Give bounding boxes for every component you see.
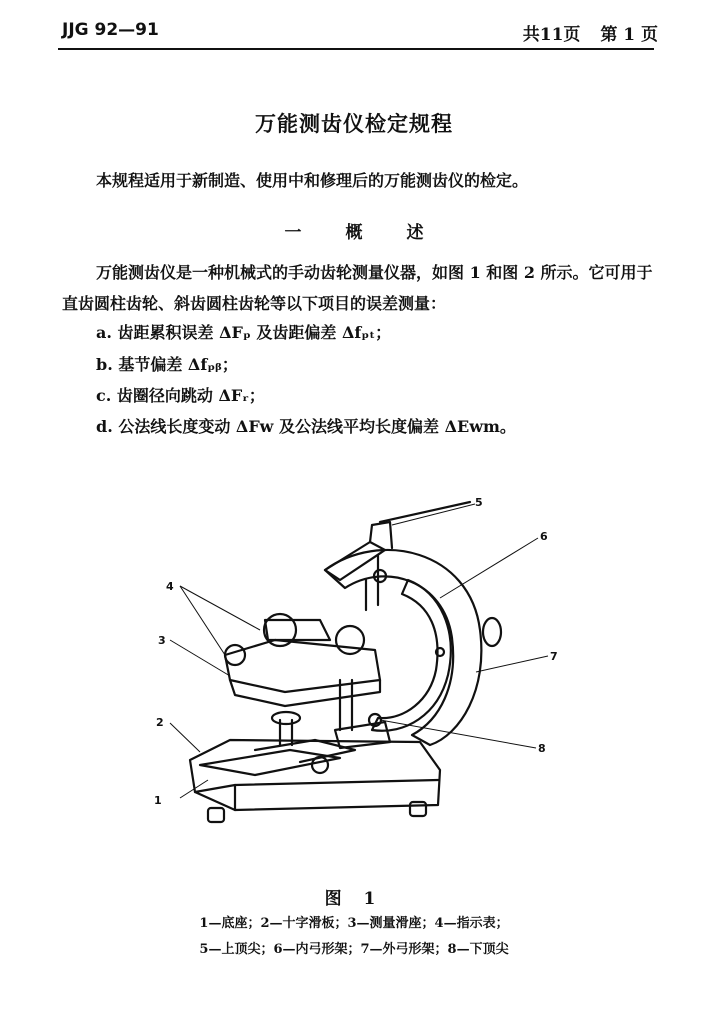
figure-caption-line-1: 1—底座；2—十字滑板；3—测量滑座；4—指示表； <box>199 916 509 931</box>
page-number: 第 1 页 <box>600 25 658 45</box>
section-char-2: 述 <box>406 223 424 243</box>
overview-paragraph: 万能测齿仪是一种机械式的手动齿轮测量仪器，如图 1 和图 2 所示。它可用于直齿圆柱齿轮、斜齿圆柱齿轮等以下项目的误差测量： <box>62 263 653 313</box>
callout-4: 4 <box>166 580 174 593</box>
list-item-a: a. 齿距累积误差 ΔFₚ 及齿距偏差 Δfₚₜ； <box>96 323 392 342</box>
callout-1: 1 <box>154 794 162 807</box>
header-rule <box>58 48 654 50</box>
callout-5: 5 <box>475 496 483 509</box>
page-title: 万能测齿仪检定规程 <box>255 111 453 136</box>
section-heading <box>0 218 708 243</box>
callout-3: 3 <box>158 634 166 647</box>
measuring-carriage <box>225 640 380 692</box>
list-item-d: d. 公法线长度变动 ΔFw 及公法线平均长度偏差 ΔEwm。 <box>96 417 516 436</box>
total-pages: 共11页 <box>522 25 581 45</box>
cross-slide <box>200 750 340 775</box>
callout-6: 6 <box>540 530 548 543</box>
callout-8: 8 <box>538 742 546 755</box>
base <box>190 740 440 810</box>
list-item-b: b. 基节偏差 Δfₚᵦ； <box>96 355 238 374</box>
handle-ring <box>483 618 501 646</box>
standard-code: JJG 92—91 <box>62 20 159 40</box>
intro-sentence: 本规程适用于新制造、使用中和修理后的万能测齿仪的检定。 <box>96 171 529 190</box>
instrument-figure <box>140 480 580 840</box>
callout-2: 2 <box>156 716 164 729</box>
section-char-1: 概 <box>345 223 363 243</box>
figure-caption-line-2: 5—上顶尖；6—内弓形架；7—外弓形架；8—下顶尖 <box>199 942 509 957</box>
figure-title: 图 1 <box>324 889 384 909</box>
page-info <box>509 20 658 45</box>
list-item-c: c. 齿圈径向跳动 ΔFᵣ； <box>96 386 265 405</box>
callout-7: 7 <box>550 650 558 663</box>
upper-head <box>325 542 385 580</box>
page-header <box>62 18 658 48</box>
section-number: 一 <box>284 223 302 243</box>
